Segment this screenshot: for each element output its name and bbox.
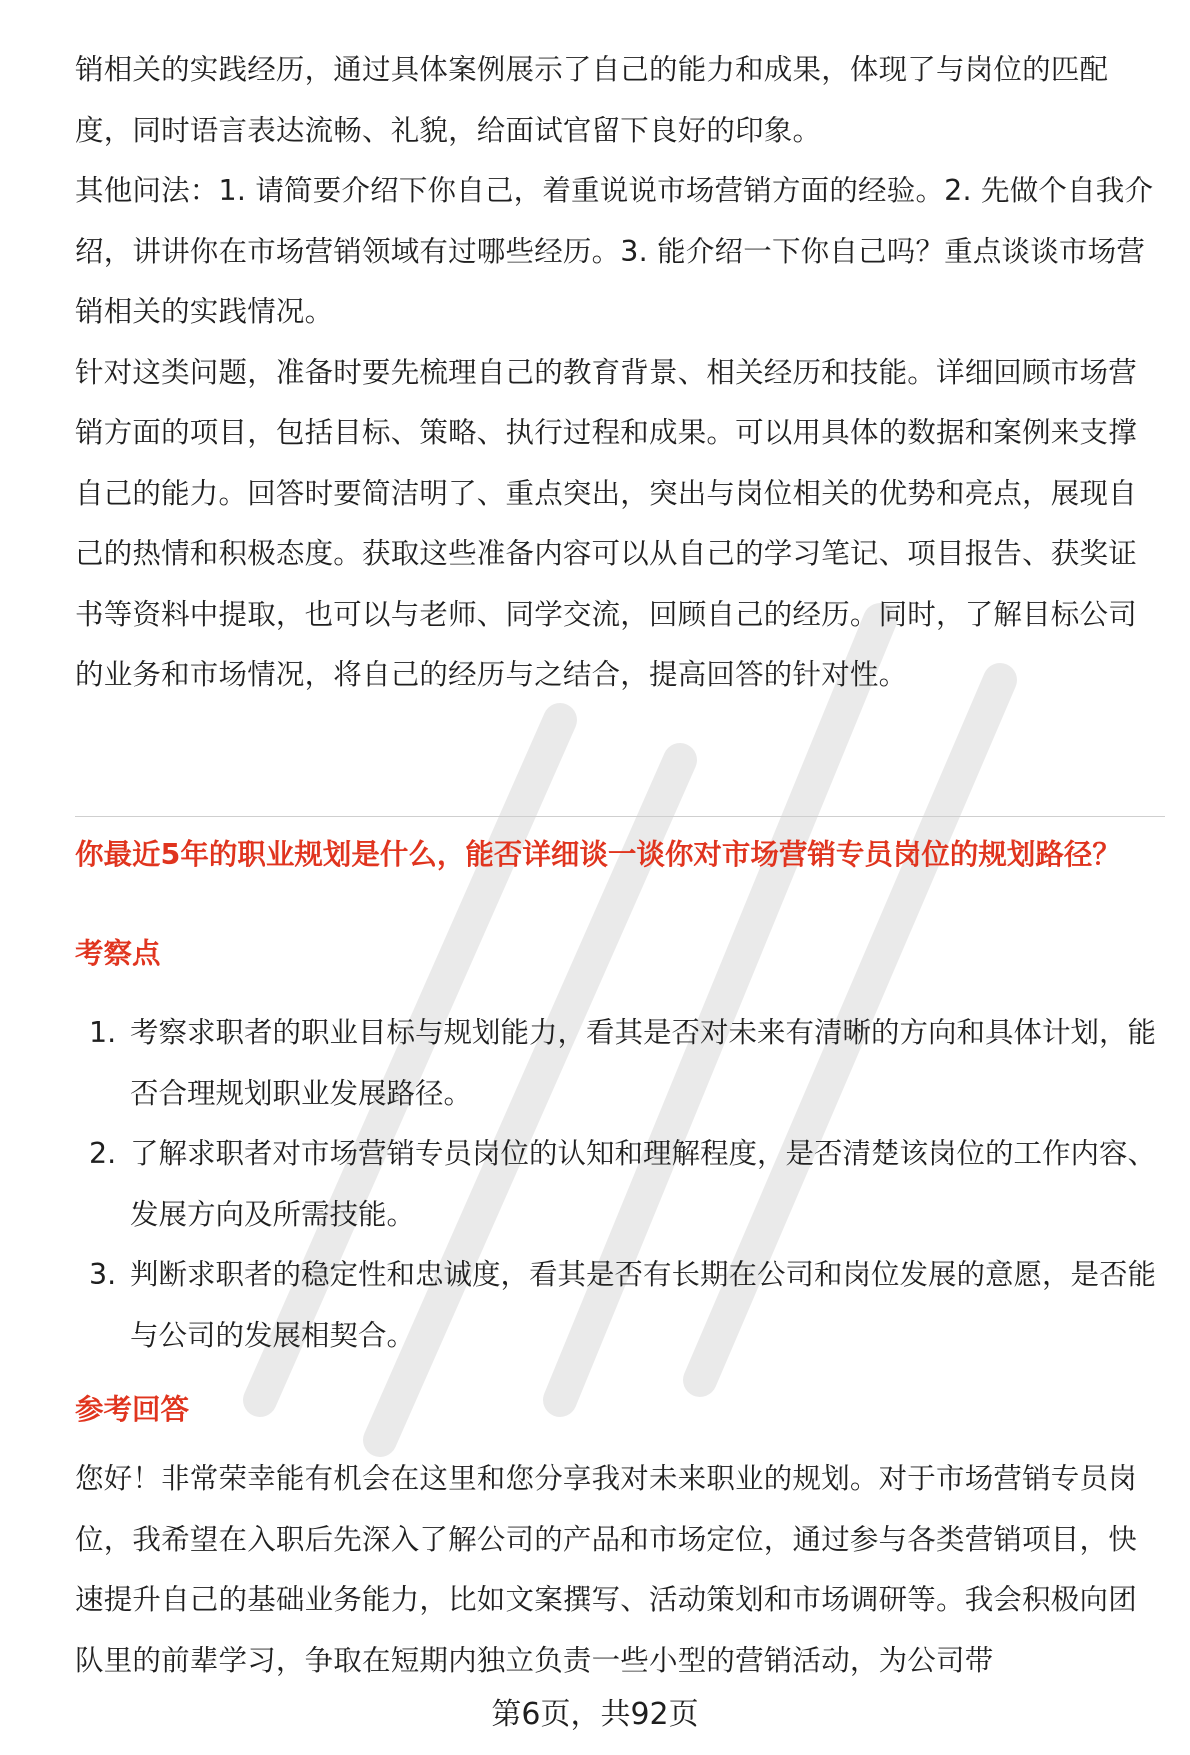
page-number-footer: 第6页，共92页 [491, 1697, 699, 1732]
list-item-number: 3. [89, 1258, 117, 1291]
list-item [75, 1124, 1165, 1245]
section-divider [75, 816, 1165, 817]
assessment-points-list [75, 1003, 1165, 1366]
section-title-reference-answer: 参考回答 [75, 1393, 190, 1426]
page-content [75, 40, 1165, 706]
reference-answer-text: 您好！非常荣幸能有机会在这里和您分享我对未来职业的规划。对于市场营销专员岗位，我希望在入职后先深入了解公司的产品和市场定位，通过参与各类营销项目，快速提升自己的基础业务能力，比如文案撰写、活动策划和市场调研等。我会积极向团队里的前辈学习，争取在短期内独立负责一些小型的营销活动，为公司带 [75, 1462, 1137, 1677]
paragraph-other-questions: 其他问法：1. 请简要介绍下你自己，着重说说市场营销方面的经验。2. 先做个自我介绍，讲讲你在市场营销领域有过哪些经历。3. 能介绍一下你自己吗？重点谈谈市场营销相关的实践情况。 [75, 174, 1154, 328]
list-item [75, 1003, 1165, 1124]
question-heading: 你最近5年的职业规划是什么，能否详细谈一谈你对市场营销专员岗位的规划路径？ [75, 838, 1121, 871]
list-item-text: 考察求职者的职业目标与规划能力，看其是否对未来有清晰的方向和具体计划，能否合理规划职业发展路径。 [130, 1016, 1157, 1110]
paragraph-preparation-tips: 针对这类问题，准备时要先梳理自己的教育背景、相关经历和技能。详细回顾市场营销方面的项目，包括目标、策略、执行过程和成果。可以用具体的数据和案例来支撑自己的能力。回答时要简洁明了、重点突出，突出与岗位相关的优势和亮点，展现自己的热情和积极态度。获取这些准备内容可以从自己的学习笔记、项目报告、获奖证书等资料中提取，也可以与老师、同学交流，回顾自己的经历。同时，了解目标公司的业务和市场情况，将自己的经历与之结合，提高回答的针对性。 [75, 355, 1137, 691]
list-item [75, 1245, 1165, 1366]
section-title-assessment-points: 考察点 [75, 937, 161, 970]
list-item-text: 了解求职者对市场营销专员岗位的认知和理解程度，是否清楚该岗位的工作内容、发展方向及所需技能。 [130, 1137, 1157, 1231]
paragraph-intro-end: 销相关的实践经历，通过具体案例展示了自己的能力和成果，体现了与岗位的匹配度，同时语言表达流畅、礼貌，给面试官留下良好的印象。 [75, 53, 1109, 147]
list-item-number: 2. [89, 1137, 117, 1170]
reference-answer [75, 1449, 1165, 1691]
list-item-number: 1. [89, 1016, 117, 1049]
list-item-text: 判断求职者的稳定性和忠诚度，看其是否有长期在公司和岗位发展的意愿，是否能与公司的发展相契合。 [130, 1258, 1157, 1352]
